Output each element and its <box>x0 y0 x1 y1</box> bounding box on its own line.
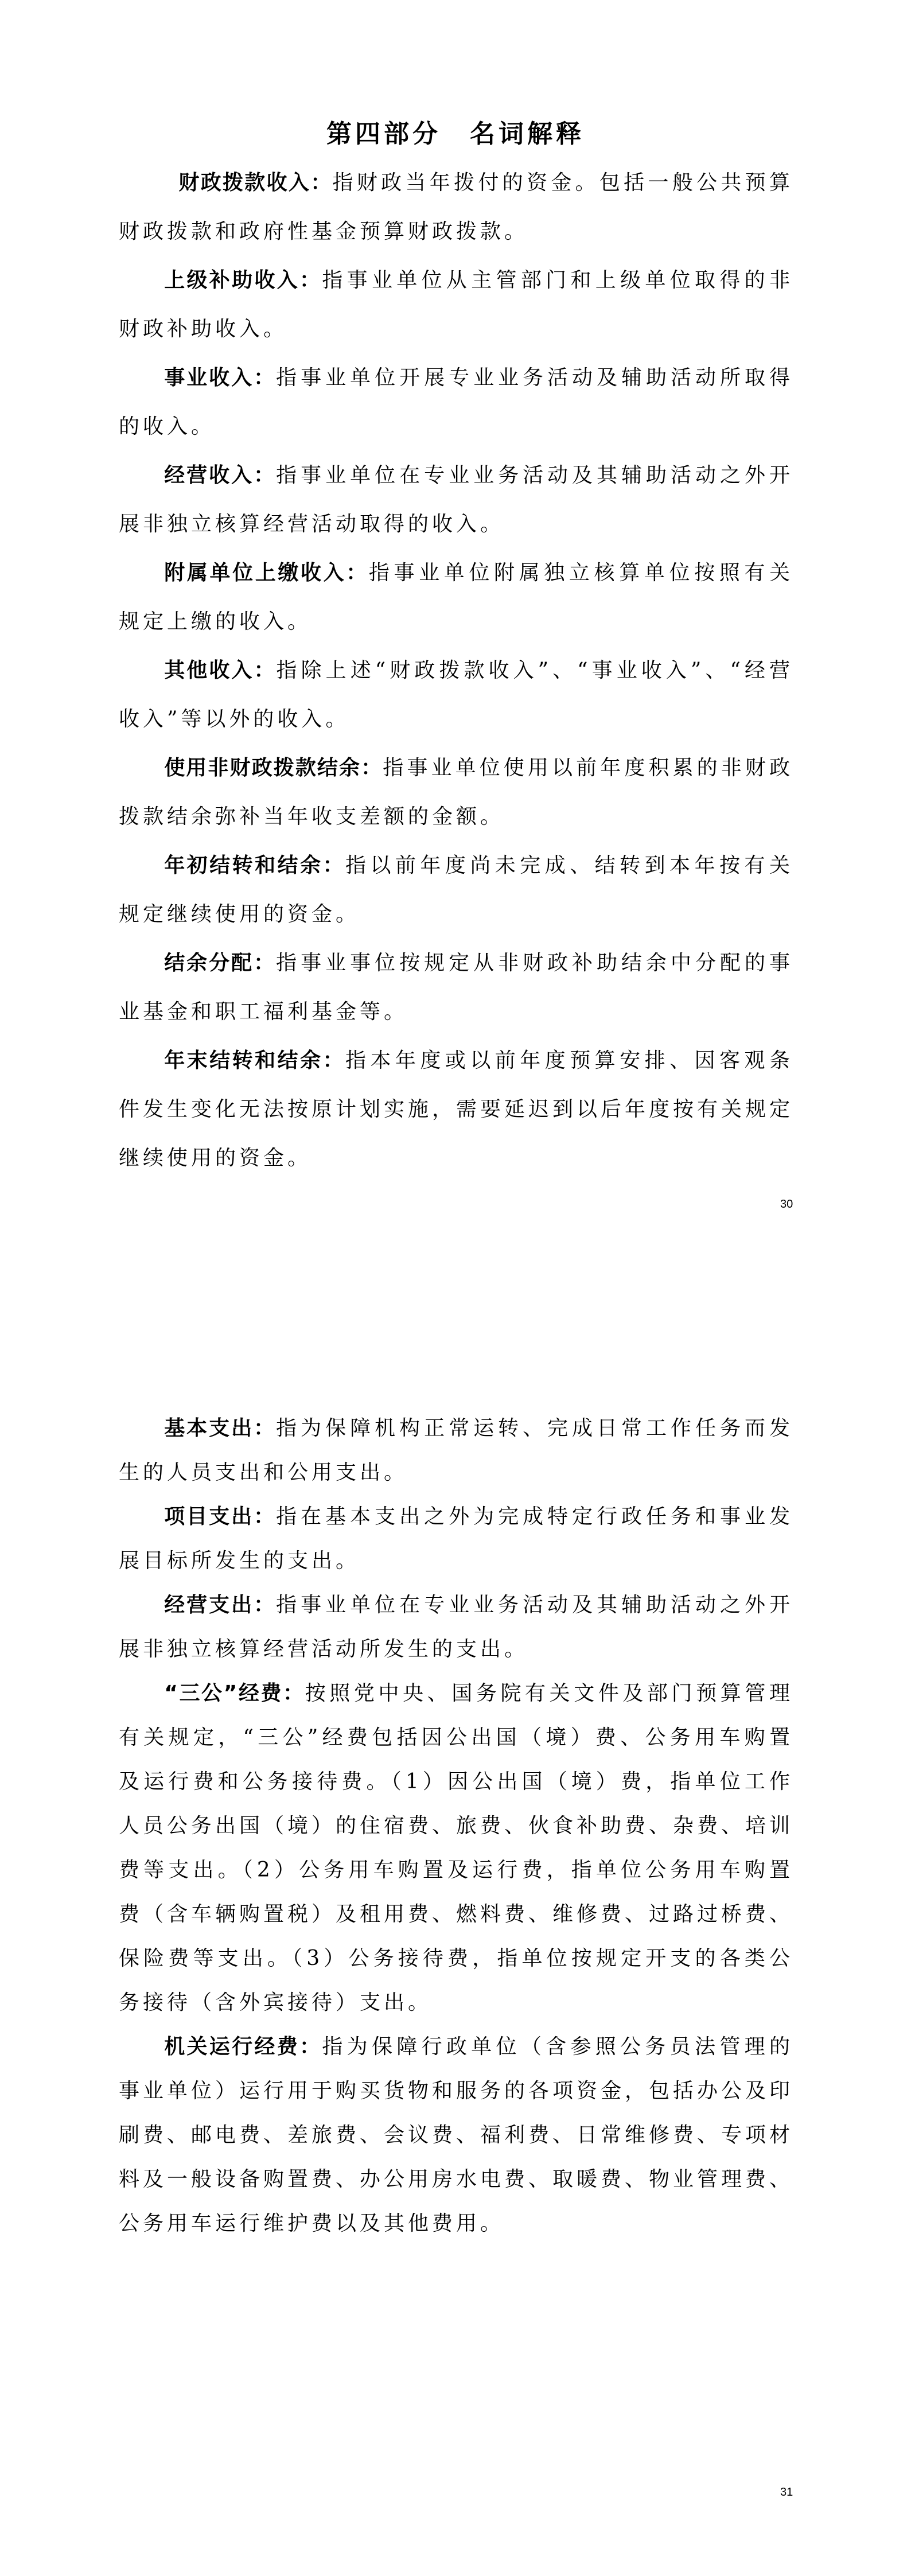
document-page-31 <box>0 1288 911 2576</box>
glossary-definition: 指事业单位使用以前年度积累的非财政拨款结余弥补当年收支差额的金额。 <box>119 756 793 828</box>
glossary-term: 结余分配： <box>164 951 277 975</box>
glossary-entry-other-income <box>119 646 793 744</box>
glossary-entry-operating-expenditure <box>119 1583 793 1671</box>
glossary-entry-fiscal-appropriation-income <box>119 158 793 256</box>
glossary-term: “三公”经费： <box>164 1682 305 1705</box>
page-number: 31 <box>780 2486 793 2499</box>
glossary-entry-affiliated-unit-remittance <box>119 548 793 646</box>
glossary-entry-basic-expenditure <box>119 1406 793 1495</box>
glossary-body <box>119 1406 793 2246</box>
page-number: 30 <box>780 1198 793 1211</box>
glossary-definition: 指事业单位在专业业务活动及其辅助活动之外开展非独立核算经营活动所发生的支出。 <box>119 1593 793 1661</box>
glossary-definition: 指事业单位从主管部门和上级单位取得的非财政补助收入。 <box>119 269 793 341</box>
glossary-entry-beginning-carryover <box>119 841 793 939</box>
glossary-definition: 指除上述“财政拨款收入”、“事业收入”、“经营收入”等以外的收入。 <box>119 659 793 731</box>
glossary-definition: 指为保障行政单位（含参照公务员法管理的事业单位）运行用于购买货物和服务的各项资金，包括办公及印刷费、邮电费、差旅费、会议费、福利费、日常维修费、专项材料及一般设备购置费、办公用房水电费、取暖费、物业管理费、公务用车运行维护费以及其他费用。 <box>119 2035 794 2235</box>
glossary-term: 财政拨款收入： <box>178 171 333 194</box>
glossary-term: 其他收入： <box>164 659 277 682</box>
glossary-entry-non-fiscal-balance-use <box>119 744 793 841</box>
glossary-term: 事业收入： <box>164 366 277 390</box>
glossary-term: 经营支出： <box>164 1593 277 1617</box>
glossary-term: 机关运行经费： <box>164 2035 322 2059</box>
glossary-definition: 按照党中央、国务院有关文件及部门预算管理有关规定，“三公”经费包括因公出国（境）费、公务用车购置及运行费和公务接待费。（1）因公出国（境）费，指单位工作人员公务出国（境）的住宿费、旅费、伙食补助费、杂费、培训费等支出。（2）公务用车购置及运行费，指单位公务用车购置费（含车辆购置税）及租用费、燃料费、维修费、过路过桥费、保险费等支出。（3）公务接待费，指单位按规定开支的各类公务接待（含外宾接待）支出。 <box>119 1682 794 2014</box>
glossary-entry-year-end-carryover <box>119 1036 793 1182</box>
glossary-term: 使用非财政拨款结余： <box>164 756 383 780</box>
glossary-entry-business-income <box>119 353 793 451</box>
glossary-definition: 指本年度或以前年度预算安排、因客观条件发生变化无法按原计划实施，需要延迟到以后年度按有关规定继续使用的资金。 <box>119 1049 794 1170</box>
glossary-body <box>119 158 793 1182</box>
glossary-term: 经营收入： <box>164 464 277 487</box>
glossary-term: 上级补助收入： <box>164 269 322 292</box>
glossary-term: 年初结转和结余： <box>164 854 345 877</box>
glossary-definition: 指在基本支出之外为完成特定行政任务和事业发展目标所发生的支出。 <box>119 1505 793 1573</box>
glossary-entry-project-expenditure <box>119 1495 793 1583</box>
glossary-definition: 指事业单位开展专业业务活动及辅助活动所取得的收入。 <box>119 366 793 438</box>
glossary-definition: 指事业单位在专业业务活动及其辅助活动之外开展非独立核算经营活动取得的收入。 <box>119 464 793 536</box>
glossary-term: 附属单位上缴收入： <box>164 561 369 585</box>
glossary-definition: 指事业事位按规定从非财政补助结余中分配的事业基金和职工福利基金等。 <box>119 951 793 1024</box>
section-title: 第四部分 名词解释 <box>326 119 585 149</box>
glossary-definition: 指以前年度尚未完成、结转到本年按有关规定继续使用的资金。 <box>119 854 793 926</box>
glossary-entry-operating-income <box>119 451 793 548</box>
glossary-term: 年末结转和结余： <box>164 1049 345 1072</box>
glossary-definition: 指事业单位附属独立核算单位按照有关规定上缴的收入。 <box>119 561 793 633</box>
glossary-entry-balance-distribution <box>119 939 793 1036</box>
glossary-term: 项目支出： <box>164 1505 277 1528</box>
glossary-entry-three-public-expenses <box>119 1671 793 2025</box>
glossary-definition: 指为保障机构正常运转、完成日常工作任务而发生的人员支出和公用支出。 <box>119 1417 793 1484</box>
glossary-entry-superior-subsidy-income <box>119 256 793 353</box>
glossary-definition: 指财政当年拨付的资金。包括一般公共预算财政拨款和政府性基金预算财政拨款。 <box>119 171 793 243</box>
glossary-entry-agency-operating-funds <box>119 2025 793 2246</box>
glossary-term: 基本支出： <box>164 1417 277 1440</box>
